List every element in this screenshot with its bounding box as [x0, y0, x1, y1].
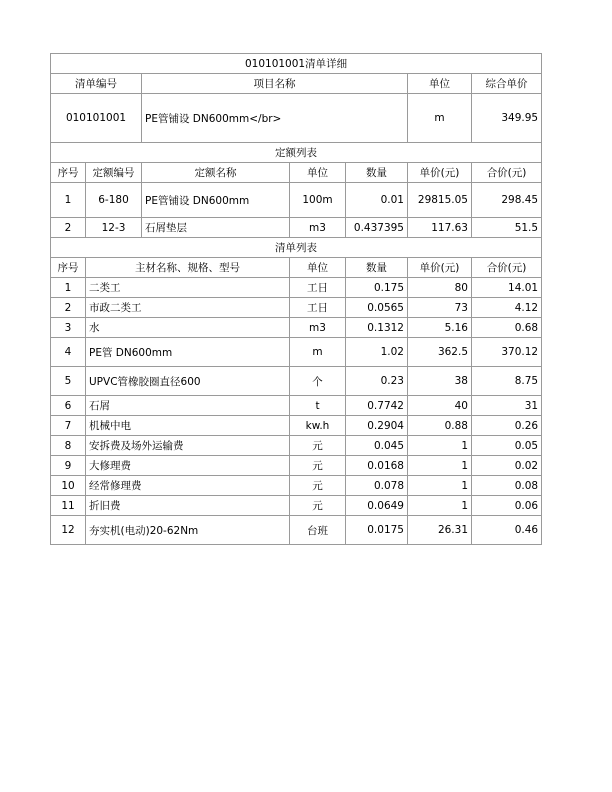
material-total: 0.05 [472, 436, 542, 456]
material-name: PE管 DN600mm [86, 338, 290, 367]
material-row [51, 367, 542, 396]
material-price: 362.5 [408, 338, 472, 367]
material-no: 11 [51, 496, 86, 516]
material-unit: 工日 [290, 298, 346, 318]
material-section-title: 清单列表 [51, 238, 542, 258]
material-total: 370.12 [472, 338, 542, 367]
material-total: 0.02 [472, 456, 542, 476]
quota-unit-header: 单位 [290, 163, 346, 183]
material-name-header: 主材名称、规格、型号 [86, 258, 290, 278]
material-total: 0.46 [472, 516, 542, 545]
material-total: 0.68 [472, 318, 542, 338]
material-price: 73 [408, 298, 472, 318]
material-price: 1 [408, 476, 472, 496]
material-row [51, 496, 542, 516]
quota-name-header: 定额名称 [142, 163, 290, 183]
bill-code: 010101001 [51, 94, 142, 143]
quota-total: 51.5 [472, 218, 542, 238]
material-price: 38 [408, 367, 472, 396]
bill-name: PE管铺设 DN600mm</br> [142, 94, 408, 143]
bill-unit: m [408, 94, 472, 143]
quota-total: 298.45 [472, 183, 542, 218]
material-no: 2 [51, 298, 86, 318]
material-unit: 元 [290, 476, 346, 496]
material-price-header: 单价(元) [408, 258, 472, 278]
quota-unit: m3 [290, 218, 346, 238]
quota-row [51, 218, 542, 238]
material-row [51, 318, 542, 338]
material-name: 折旧费 [86, 496, 290, 516]
material-unit-header: 单位 [290, 258, 346, 278]
material-total-header: 合价(元) [472, 258, 542, 278]
material-price: 1 [408, 456, 472, 476]
material-no: 3 [51, 318, 86, 338]
quota-code: 12-3 [86, 218, 142, 238]
quota-no: 1 [51, 183, 86, 218]
material-total: 0.06 [472, 496, 542, 516]
material-no: 7 [51, 416, 86, 436]
material-unit: m [290, 338, 346, 367]
material-qty: 0.0649 [346, 496, 408, 516]
quota-qty-header: 数量 [346, 163, 408, 183]
material-price: 80 [408, 278, 472, 298]
material-name: UPVC管橡胶圈直径600 [86, 367, 290, 396]
material-total: 8.75 [472, 367, 542, 396]
quota-unit: 100m [290, 183, 346, 218]
material-price: 0.88 [408, 416, 472, 436]
material-price: 40 [408, 396, 472, 416]
material-qty: 0.7742 [346, 396, 408, 416]
quota-section-title: 定额列表 [51, 143, 542, 163]
material-row [51, 416, 542, 436]
quota-no: 2 [51, 218, 86, 238]
material-qty: 0.0168 [346, 456, 408, 476]
bill-price: 349.95 [472, 94, 542, 143]
quota-header-row [51, 163, 542, 183]
material-unit: kw.h [290, 416, 346, 436]
quota-section-row [51, 143, 542, 163]
material-qty-header: 数量 [346, 258, 408, 278]
material-total: 0.08 [472, 476, 542, 496]
material-name: 二类工 [86, 278, 290, 298]
quota-price: 29815.05 [408, 183, 472, 218]
material-unit: 个 [290, 367, 346, 396]
material-no: 10 [51, 476, 86, 496]
material-total: 4.12 [472, 298, 542, 318]
material-price: 1 [408, 436, 472, 456]
material-header-row [51, 258, 542, 278]
bill-row [51, 94, 542, 143]
material-row [51, 338, 542, 367]
material-no-header: 序号 [51, 258, 86, 278]
bill-detail-table [50, 53, 542, 545]
material-qty: 0.045 [346, 436, 408, 456]
quota-name: 石屑垫层 [142, 218, 290, 238]
material-name: 市政二类工 [86, 298, 290, 318]
material-no: 4 [51, 338, 86, 367]
material-section-row [51, 238, 542, 258]
quota-price: 117.63 [408, 218, 472, 238]
material-name: 石屑 [86, 396, 290, 416]
material-unit: 元 [290, 496, 346, 516]
material-unit: 台班 [290, 516, 346, 545]
material-unit: m3 [290, 318, 346, 338]
material-row [51, 516, 542, 545]
material-price: 26.31 [408, 516, 472, 545]
material-qty: 0.078 [346, 476, 408, 496]
material-qty: 0.2904 [346, 416, 408, 436]
material-no: 9 [51, 456, 86, 476]
material-row [51, 436, 542, 456]
material-row [51, 476, 542, 496]
material-no: 1 [51, 278, 86, 298]
quota-price-header: 单价(元) [408, 163, 472, 183]
material-qty: 0.1312 [346, 318, 408, 338]
quota-code: 6-180 [86, 183, 142, 218]
material-unit: 元 [290, 456, 346, 476]
bill-name-header: 项目名称 [142, 74, 408, 94]
quota-qty: 0.01 [346, 183, 408, 218]
material-unit: 元 [290, 436, 346, 456]
quota-name: PE管铺设 DN600mm [142, 183, 290, 218]
material-no: 12 [51, 516, 86, 545]
bill-code-header: 清单编号 [51, 74, 142, 94]
quota-no-header: 序号 [51, 163, 86, 183]
material-row [51, 396, 542, 416]
table-title: 010101001清单详细 [51, 54, 542, 74]
bill-header-row [51, 74, 542, 94]
bill-unit-header: 单位 [408, 74, 472, 94]
material-price: 1 [408, 496, 472, 516]
material-row [51, 456, 542, 476]
bill-price-header: 综合单价 [472, 74, 542, 94]
material-unit: t [290, 396, 346, 416]
material-name: 经常修理费 [86, 476, 290, 496]
material-no: 6 [51, 396, 86, 416]
material-qty: 1.02 [346, 338, 408, 367]
quota-row [51, 183, 542, 218]
materials-body [51, 278, 542, 545]
material-qty: 0.0175 [346, 516, 408, 545]
material-price: 5.16 [408, 318, 472, 338]
material-qty: 0.0565 [346, 298, 408, 318]
material-row [51, 298, 542, 318]
material-name: 机械中电 [86, 416, 290, 436]
material-no: 8 [51, 436, 86, 456]
material-name: 水 [86, 318, 290, 338]
material-total: 31 [472, 396, 542, 416]
material-unit: 工日 [290, 278, 346, 298]
quota-code-header: 定额编号 [86, 163, 142, 183]
material-row [51, 278, 542, 298]
material-no: 5 [51, 367, 86, 396]
material-total: 0.26 [472, 416, 542, 436]
quota-qty: 0.437395 [346, 218, 408, 238]
material-name: 安拆费及场外运输费 [86, 436, 290, 456]
material-qty: 0.175 [346, 278, 408, 298]
quota-total-header: 合价(元) [472, 163, 542, 183]
title-row [51, 54, 542, 74]
material-name: 大修理费 [86, 456, 290, 476]
material-total: 14.01 [472, 278, 542, 298]
material-qty: 0.23 [346, 367, 408, 396]
material-name: 夯实机(电动)20-62Nm [86, 516, 290, 545]
